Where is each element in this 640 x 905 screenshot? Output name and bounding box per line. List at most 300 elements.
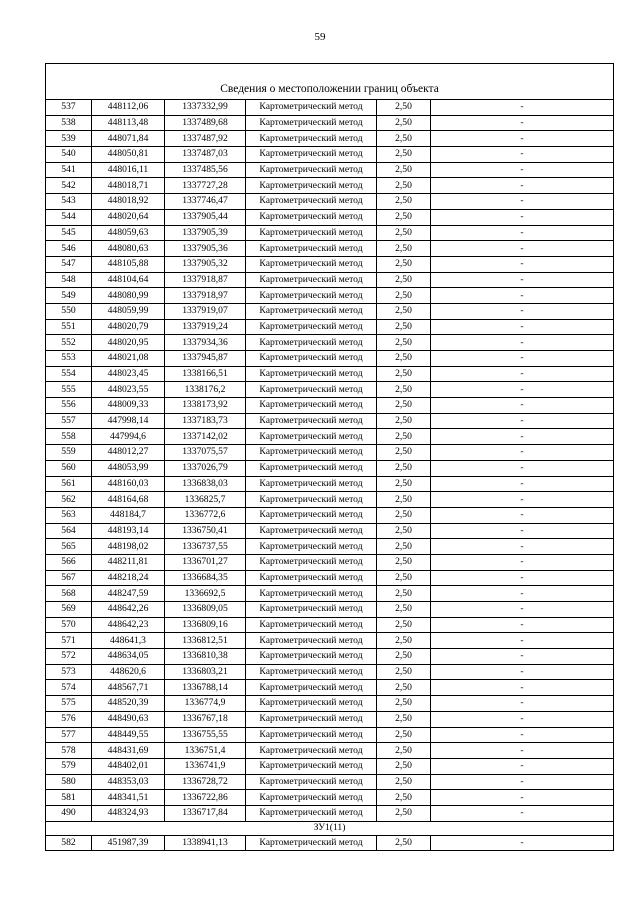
accuracy-cell: 2,50 <box>377 680 431 696</box>
point-number-cell: 581 <box>46 790 92 806</box>
method-cell: Картометрический метод <box>246 743 377 759</box>
table-row <box>46 256 614 272</box>
accuracy-cell: 2,50 <box>377 194 431 210</box>
accuracy-cell: 2,50 <box>377 335 431 351</box>
note-cell: - <box>431 774 614 790</box>
y-coordinate-cell: 1336809,05 <box>165 602 246 618</box>
y-coordinate-cell: 1336737,55 <box>165 539 246 555</box>
point-number-cell: 559 <box>46 445 92 461</box>
y-coordinate-cell: 1336812,51 <box>165 633 246 649</box>
point-number-cell: 548 <box>46 272 92 288</box>
method-cell: Картометрический метод <box>246 162 377 178</box>
note-cell: - <box>431 539 614 555</box>
y-coordinate-cell: 1337945,87 <box>165 351 246 367</box>
point-number-cell: 553 <box>46 351 92 367</box>
y-coordinate-cell: 1337183,73 <box>165 413 246 429</box>
accuracy-cell: 2,50 <box>377 351 431 367</box>
point-number-cell: 558 <box>46 429 92 445</box>
table-row <box>46 351 614 367</box>
x-coordinate-cell: 448012,27 <box>92 445 165 461</box>
x-coordinate-cell: 448071,84 <box>92 131 165 147</box>
method-cell: Картометрический метод <box>246 382 377 398</box>
point-number-cell: 552 <box>46 335 92 351</box>
table-row <box>46 225 614 241</box>
accuracy-cell: 2,50 <box>377 366 431 382</box>
accuracy-cell: 2,50 <box>377 272 431 288</box>
accuracy-cell: 2,50 <box>377 649 431 665</box>
y-coordinate-cell: 1337918,97 <box>165 288 246 304</box>
table-row <box>46 727 614 743</box>
x-coordinate-cell: 448104,64 <box>92 272 165 288</box>
note-cell: - <box>431 743 614 759</box>
method-cell: Картометрический метод <box>246 617 377 633</box>
accuracy-cell: 2,50 <box>377 758 431 774</box>
method-cell: Картометрический метод <box>246 554 377 570</box>
x-coordinate-cell: 448160,03 <box>92 476 165 492</box>
method-cell: Картометрический метод <box>246 507 377 523</box>
note-cell: - <box>431 523 614 539</box>
accuracy-cell: 2,50 <box>377 429 431 445</box>
accuracy-cell: 2,50 <box>377 507 431 523</box>
page-number: 59 <box>314 31 326 43</box>
point-number-cell: 543 <box>46 194 92 210</box>
method-cell: Картометрический метод <box>246 194 377 210</box>
note-cell: - <box>431 256 614 272</box>
note-cell: - <box>431 162 614 178</box>
method-cell: Картометрический метод <box>246 366 377 382</box>
y-coordinate-cell: 1337919,07 <box>165 303 246 319</box>
point-number-cell: 540 <box>46 147 92 163</box>
table-row <box>46 115 614 131</box>
y-coordinate-cell: 1337485,56 <box>165 162 246 178</box>
y-coordinate-cell: 1337487,03 <box>165 147 246 163</box>
point-number-cell: 490 <box>46 805 92 821</box>
point-number-cell: 561 <box>46 476 92 492</box>
x-coordinate-cell: 448567,71 <box>92 680 165 696</box>
table-row <box>46 664 614 680</box>
point-number-cell: 551 <box>46 319 92 335</box>
table-row <box>46 649 614 665</box>
y-coordinate-cell: 1337075,57 <box>165 445 246 461</box>
y-coordinate-cell: 1336717,84 <box>165 805 246 821</box>
accuracy-cell: 2,50 <box>377 523 431 539</box>
x-coordinate-cell: 448641,3 <box>92 633 165 649</box>
note-cell: - <box>431 382 614 398</box>
accuracy-cell: 2,50 <box>377 131 431 147</box>
point-number-cell: 578 <box>46 743 92 759</box>
point-number-cell: 569 <box>46 602 92 618</box>
accuracy-cell: 2,50 <box>377 382 431 398</box>
x-coordinate-cell: 448164,68 <box>92 492 165 508</box>
table-row <box>46 382 614 398</box>
accuracy-cell: 2,50 <box>377 554 431 570</box>
y-coordinate-cell: 1337905,44 <box>165 209 246 225</box>
note-cell: - <box>431 272 614 288</box>
accuracy-cell: 2,50 <box>377 492 431 508</box>
point-number-cell: 572 <box>46 649 92 665</box>
x-coordinate-cell: 448050,81 <box>92 147 165 163</box>
method-cell: Картометрический метод <box>246 633 377 649</box>
x-coordinate-cell: 448449,55 <box>92 727 165 743</box>
x-coordinate-cell: 448059,99 <box>92 303 165 319</box>
note-cell: - <box>431 209 614 225</box>
accuracy-cell: 2,50 <box>377 743 431 759</box>
accuracy-cell: 2,50 <box>377 805 431 821</box>
note-cell: - <box>431 303 614 319</box>
note-cell: - <box>431 398 614 414</box>
accuracy-cell: 2,50 <box>377 241 431 257</box>
method-cell: Картометрический метод <box>246 147 377 163</box>
table-row <box>46 272 614 288</box>
x-coordinate-cell: 448016,11 <box>92 162 165 178</box>
point-number-cell: 538 <box>46 115 92 131</box>
table-row <box>46 131 614 147</box>
note-cell: - <box>431 696 614 712</box>
x-coordinate-cell: 448218,24 <box>92 570 165 586</box>
note-cell: - <box>431 790 614 806</box>
point-number-cell: 582 <box>46 835 92 851</box>
note-cell: - <box>431 507 614 523</box>
x-coordinate-cell: 448023,45 <box>92 366 165 382</box>
method-cell: Картометрический метод <box>246 256 377 272</box>
x-coordinate-cell: 448113,48 <box>92 115 165 131</box>
point-number-cell: 574 <box>46 680 92 696</box>
accuracy-cell: 2,50 <box>377 664 431 680</box>
table-row <box>46 790 614 806</box>
x-coordinate-cell: 448520,39 <box>92 696 165 712</box>
note-cell: - <box>431 288 614 304</box>
table-row <box>46 523 614 539</box>
point-number-cell: 577 <box>46 727 92 743</box>
point-number-cell: 562 <box>46 492 92 508</box>
method-cell: Картометрический метод <box>246 209 377 225</box>
accuracy-cell: 2,50 <box>377 303 431 319</box>
x-coordinate-cell: 448341,51 <box>92 790 165 806</box>
y-coordinate-cell: 1336803,21 <box>165 664 246 680</box>
y-coordinate-cell: 1336701,27 <box>165 554 246 570</box>
y-coordinate-cell: 1337934,36 <box>165 335 246 351</box>
method-cell: Картометрический метод <box>246 790 377 806</box>
y-coordinate-cell: 1336741,9 <box>165 758 246 774</box>
accuracy-cell: 2,50 <box>377 288 431 304</box>
point-number-cell: 555 <box>46 382 92 398</box>
method-cell: Картометрический метод <box>246 727 377 743</box>
method-cell: Картометрический метод <box>246 696 377 712</box>
method-cell: Картометрический метод <box>246 711 377 727</box>
note-cell: - <box>431 727 614 743</box>
y-coordinate-cell: 1337919,24 <box>165 319 246 335</box>
method-cell: Картометрический метод <box>246 805 377 821</box>
point-number-cell: 550 <box>46 303 92 319</box>
accuracy-cell: 2,50 <box>377 790 431 806</box>
y-coordinate-cell: 1336809,16 <box>165 617 246 633</box>
note-cell: - <box>431 429 614 445</box>
accuracy-cell: 2,50 <box>377 696 431 712</box>
table-row <box>46 100 614 116</box>
method-cell: Картометрический метод <box>246 586 377 602</box>
note-cell: - <box>431 460 614 476</box>
point-number-cell: 571 <box>46 633 92 649</box>
accuracy-cell: 2,50 <box>377 413 431 429</box>
method-cell: Картометрический метод <box>246 225 377 241</box>
x-coordinate-cell: 448620,6 <box>92 664 165 680</box>
accuracy-cell: 2,50 <box>377 774 431 790</box>
point-number-cell: 541 <box>46 162 92 178</box>
table-row <box>46 429 614 445</box>
note-cell: - <box>431 147 614 163</box>
table-row <box>46 335 614 351</box>
section-label: ЗУ1(11) <box>46 821 614 835</box>
method-cell: Картометрический метод <box>246 602 377 618</box>
method-cell: Картометрический метод <box>246 100 377 116</box>
method-cell: Картометрический метод <box>246 570 377 586</box>
x-coordinate-cell: 448021,08 <box>92 351 165 367</box>
note-cell: - <box>431 178 614 194</box>
table-title-row <box>46 64 614 100</box>
table-row <box>46 617 614 633</box>
note-cell: - <box>431 805 614 821</box>
table-row <box>46 570 614 586</box>
note-cell: - <box>431 554 614 570</box>
method-cell: Картометрический метод <box>246 335 377 351</box>
point-number-cell: 565 <box>46 539 92 555</box>
point-number-cell: 580 <box>46 774 92 790</box>
boundary-table <box>45 63 614 851</box>
table-row <box>46 743 614 759</box>
table-row <box>46 696 614 712</box>
x-coordinate-cell: 448105,88 <box>92 256 165 272</box>
x-coordinate-cell: 448353,03 <box>92 774 165 790</box>
method-cell: Картометрический метод <box>246 664 377 680</box>
table-row <box>46 539 614 555</box>
y-coordinate-cell: 1336750,41 <box>165 523 246 539</box>
point-number-cell: 554 <box>46 366 92 382</box>
method-cell: Картометрический метод <box>246 351 377 367</box>
method-cell: Картометрический метод <box>246 476 377 492</box>
method-cell: Картометрический метод <box>246 398 377 414</box>
note-cell: - <box>431 680 614 696</box>
table-row <box>46 476 614 492</box>
note-cell: - <box>431 664 614 680</box>
y-coordinate-cell: 1338166,51 <box>165 366 246 382</box>
note-cell: - <box>431 100 614 116</box>
section-row <box>46 821 614 835</box>
x-coordinate-cell: 448018,92 <box>92 194 165 210</box>
y-coordinate-cell: 1336772,6 <box>165 507 246 523</box>
point-number-cell: 573 <box>46 664 92 680</box>
x-coordinate-cell: 448324,93 <box>92 805 165 821</box>
table-row <box>46 758 614 774</box>
accuracy-cell: 2,50 <box>377 476 431 492</box>
table-row <box>46 633 614 649</box>
point-number-cell: 544 <box>46 209 92 225</box>
x-coordinate-cell: 448018,71 <box>92 178 165 194</box>
y-coordinate-cell: 1337142,02 <box>165 429 246 445</box>
point-number-cell: 564 <box>46 523 92 539</box>
note-cell: - <box>431 758 614 774</box>
note-cell: - <box>431 492 614 508</box>
x-coordinate-cell: 448020,95 <box>92 335 165 351</box>
method-cell: Картометрический метод <box>246 272 377 288</box>
table-row <box>46 680 614 696</box>
method-cell: Картометрический метод <box>246 429 377 445</box>
note-cell: - <box>431 115 614 131</box>
note-cell: - <box>431 476 614 492</box>
point-number-cell: 549 <box>46 288 92 304</box>
accuracy-cell: 2,50 <box>377 711 431 727</box>
accuracy-cell: 2,50 <box>377 256 431 272</box>
point-number-cell: 547 <box>46 256 92 272</box>
method-cell: Картометрический метод <box>246 131 377 147</box>
x-coordinate-cell: 448009,33 <box>92 398 165 414</box>
note-cell: - <box>431 366 614 382</box>
table-row <box>46 147 614 163</box>
y-coordinate-cell: 1337918,87 <box>165 272 246 288</box>
y-coordinate-cell: 1336755,55 <box>165 727 246 743</box>
accuracy-cell: 2,50 <box>377 100 431 116</box>
x-coordinate-cell: 451987,39 <box>92 835 165 851</box>
y-coordinate-cell: 1336684,35 <box>165 570 246 586</box>
y-coordinate-cell: 1338176,2 <box>165 382 246 398</box>
note-cell: - <box>431 586 614 602</box>
table-row <box>46 398 614 414</box>
x-coordinate-cell: 448490,63 <box>92 711 165 727</box>
point-number-cell: 570 <box>46 617 92 633</box>
x-coordinate-cell: 447994,6 <box>92 429 165 445</box>
point-number-cell: 575 <box>46 696 92 712</box>
table-row <box>46 460 614 476</box>
y-coordinate-cell: 1336751,4 <box>165 743 246 759</box>
accuracy-cell: 2,50 <box>377 115 431 131</box>
point-number-cell: 545 <box>46 225 92 241</box>
table-row <box>46 445 614 461</box>
method-cell: Картометрический метод <box>246 774 377 790</box>
point-number-cell: 537 <box>46 100 92 116</box>
x-coordinate-cell: 448431,69 <box>92 743 165 759</box>
table-row <box>46 209 614 225</box>
x-coordinate-cell: 448020,64 <box>92 209 165 225</box>
y-coordinate-cell: 1337489,68 <box>165 115 246 131</box>
x-coordinate-cell: 448053,99 <box>92 460 165 476</box>
table-title: Сведения о местоположении границ объекта <box>46 64 614 100</box>
note-cell: - <box>431 649 614 665</box>
x-coordinate-cell: 448020,79 <box>92 319 165 335</box>
y-coordinate-cell: 1336722,86 <box>165 790 246 806</box>
method-cell: Картометрический метод <box>246 758 377 774</box>
table-row <box>46 303 614 319</box>
method-cell: Картометрический метод <box>246 680 377 696</box>
note-cell: - <box>431 633 614 649</box>
accuracy-cell: 2,50 <box>377 398 431 414</box>
method-cell: Картометрический метод <box>246 288 377 304</box>
y-coordinate-cell: 1338173,92 <box>165 398 246 414</box>
note-cell: - <box>431 711 614 727</box>
accuracy-cell: 2,50 <box>377 617 431 633</box>
y-coordinate-cell: 1337727,28 <box>165 178 246 194</box>
accuracy-cell: 2,50 <box>377 147 431 163</box>
method-cell: Картометрический метод <box>246 303 377 319</box>
y-coordinate-cell: 1337332,99 <box>165 100 246 116</box>
table-row <box>46 178 614 194</box>
table-row <box>46 774 614 790</box>
method-cell: Картометрический метод <box>246 835 377 851</box>
note-cell: - <box>431 602 614 618</box>
table-row <box>46 711 614 727</box>
method-cell: Картометрический метод <box>246 115 377 131</box>
note-cell: - <box>431 413 614 429</box>
x-coordinate-cell: 448634,05 <box>92 649 165 665</box>
method-cell: Картометрический метод <box>246 523 377 539</box>
note-cell: - <box>431 570 614 586</box>
point-number-cell: 566 <box>46 554 92 570</box>
note-cell: - <box>431 835 614 851</box>
x-coordinate-cell: 448642,23 <box>92 617 165 633</box>
point-number-cell: 567 <box>46 570 92 586</box>
accuracy-cell: 2,50 <box>377 602 431 618</box>
method-cell: Картометрический метод <box>246 445 377 461</box>
note-cell: - <box>431 445 614 461</box>
x-coordinate-cell: 448059,63 <box>92 225 165 241</box>
accuracy-cell: 2,50 <box>377 539 431 555</box>
x-coordinate-cell: 447998,14 <box>92 413 165 429</box>
accuracy-cell: 2,50 <box>377 633 431 649</box>
table-row <box>46 413 614 429</box>
table-row <box>46 507 614 523</box>
point-number-cell: 560 <box>46 460 92 476</box>
accuracy-cell: 2,50 <box>377 225 431 241</box>
x-coordinate-cell: 448247,59 <box>92 586 165 602</box>
x-coordinate-cell: 448642,26 <box>92 602 165 618</box>
point-number-cell: 563 <box>46 507 92 523</box>
point-number-cell: 568 <box>46 586 92 602</box>
x-coordinate-cell: 448193,14 <box>92 523 165 539</box>
y-coordinate-cell: 1336825,7 <box>165 492 246 508</box>
y-coordinate-cell: 1336774,9 <box>165 696 246 712</box>
y-coordinate-cell: 1337746,47 <box>165 194 246 210</box>
table-row <box>46 366 614 382</box>
table-row <box>46 835 614 851</box>
method-cell: Картометрический метод <box>246 492 377 508</box>
note-cell: - <box>431 319 614 335</box>
table-row <box>46 554 614 570</box>
point-number-cell: 557 <box>46 413 92 429</box>
x-coordinate-cell: 448112,06 <box>92 100 165 116</box>
note-cell: - <box>431 335 614 351</box>
x-coordinate-cell: 448211,81 <box>92 554 165 570</box>
point-number-cell: 556 <box>46 398 92 414</box>
note-cell: - <box>431 351 614 367</box>
method-cell: Картометрический метод <box>246 649 377 665</box>
note-cell: - <box>431 617 614 633</box>
method-cell: Картометрический метод <box>246 413 377 429</box>
y-coordinate-cell: 1336728,72 <box>165 774 246 790</box>
point-number-cell: 539 <box>46 131 92 147</box>
x-coordinate-cell: 448080,99 <box>92 288 165 304</box>
accuracy-cell: 2,50 <box>377 445 431 461</box>
point-number-cell: 542 <box>46 178 92 194</box>
y-coordinate-cell: 1336788,14 <box>165 680 246 696</box>
table-row <box>46 586 614 602</box>
accuracy-cell: 2,50 <box>377 209 431 225</box>
y-coordinate-cell: 1336767,18 <box>165 711 246 727</box>
accuracy-cell: 2,50 <box>377 570 431 586</box>
y-coordinate-cell: 1337026,79 <box>165 460 246 476</box>
y-coordinate-cell: 1336838,03 <box>165 476 246 492</box>
table-row <box>46 602 614 618</box>
note-cell: - <box>431 194 614 210</box>
accuracy-cell: 2,50 <box>377 586 431 602</box>
method-cell: Картометрический метод <box>246 178 377 194</box>
